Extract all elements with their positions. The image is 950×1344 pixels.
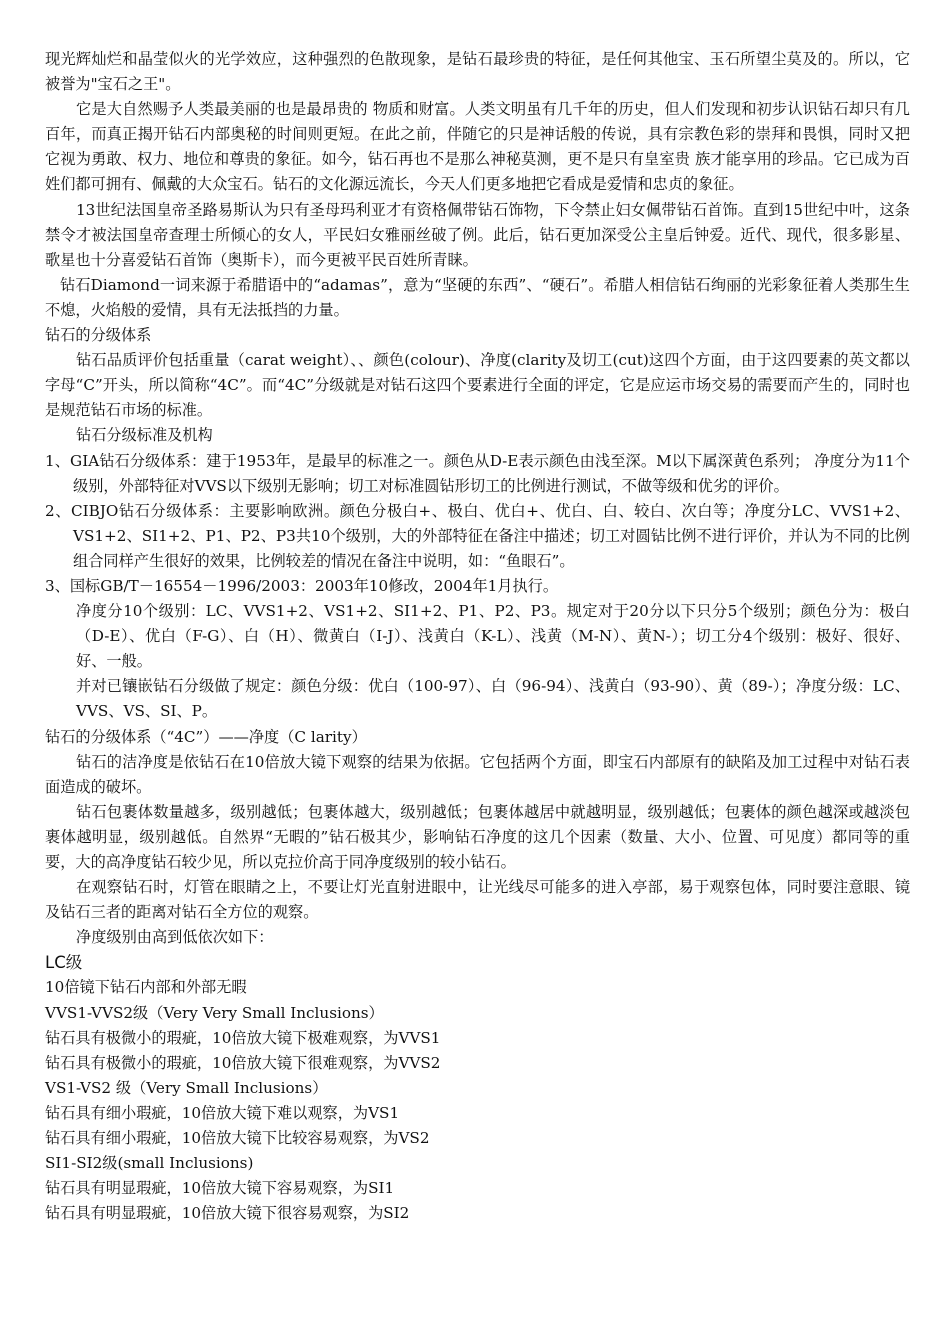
grade-desc-lc: 10倍镜下钻石内部和外部无暇 (45, 978, 247, 997)
paragraph-observation: 在观察钻石时，灯管在眼睛之上，不要让灯光直射进眼中，让光线尽可能多的进入亭部，易于观察包体，同时要注意眼、镜及钻石三者的距离对钻石全方位的观察。 (45, 878, 910, 922)
paragraph-4c-overview: 钻石品质评价包括重量（carat weight）、、颜色(colour)、净度(clarity及切工(cut)这四个方面，由于这四要素的英文都以字母“C”开头，所以简称“4C”。而“4C”分级就是对钻石这四个要素进行全面的评定，它是应运市场交易的需要而产生的，同时也是规范钻石市场的标准。 (45, 351, 910, 420)
heading-grading-system: 钻石的分级体系 (45, 326, 152, 345)
list-item-gia: 1、GIA钻石分级体系：建于1953年，是最早的标准之一。颜色从D-E表示颜色由浅至深。M以下属深黄色系列； 净度分为11个级别，外部特征对VVS以下级别无影响；切工对标准圆钻形切工的比例进行测试，不做等级和优劣的评价。 (45, 451, 910, 495)
paragraph-history: 13世纪法国皇帝圣路易斯认为只有圣母玛利亚才有资格佩带钻石饰物，下令禁止妇女佩带钻石首饰。直到15世纪中叶，这条禁令才被法国皇帝查理士所倾心的女人，平民妇女雅丽丝破了例。此后，钻石更加深受公主皇后钟爱。近代、现代，很多影星、歌星也十分喜爱钻石首饰（奥斯卡），而今更被平民百姓所青睐。 (45, 200, 910, 269)
paragraph-intro-continued: 现光辉灿烂和晶莹似火的光学效应，这种强烈的色散现象，是钻石最珍贵的特征，是任何其他宝、玉石所望尘莫及的。所以，它被誉为"宝石之王"。 (45, 50, 910, 94)
grade-heading-si: SI1-SI2级(small Inclusions) (45, 1154, 254, 1173)
paragraph-nature-gift: 它是大自然赐予人类最美丽的也是最昂贵的 物质和财富。人类文明虽有几千年的历史，但人们发现和初步认识钻石却只有几百年，而真正揭开钻石内部奥秘的时间则更短。在此之前，伴随它的只是神话般的传说，具有宗教色彩的崇拜和畏惧，同时又把它视为勇敢、权力、地位和尊贵的象征。如今，钻石再也不是那么神秘莫测，更不是只有皇室贵 族才能享用的珍品。它已成为百姓们都可拥有、佩戴的大众宝石。钻石的文化源远流长，今天人们更多地把它看成是爱情和忠贞的象征。 (45, 100, 910, 194)
heading-clarity: 钻石的分级体系（“4C”）——净度（C larity） (45, 727, 367, 746)
grade-desc-vvs2: 钻石具有极微小的瑕疵，10倍放大镜下很难观察，为VVS2 (45, 1053, 441, 1072)
grade-desc-vs2: 钻石具有细小瑕疵，10倍放大镜下比较容易观察，为VS2 (45, 1129, 430, 1148)
list-item-cibjo: 2、CIBJO钻石分级体系：主要影响欧洲。颜色分极白+、极白、优白+、优白、白、较白、次白等；净度分LC、VVS1+2、VS1+2、SI1+2、P1、P2、P3共10个级别，大的外部特征在备注中描述；切工对圆钻比例不进行评价，并认为不同的比例组合同样产生很好的效果，比例较差的情况在备注中说明，如：“鱼眼石”。 (45, 501, 910, 570)
grade-desc-vs1: 钻石具有细小瑕疵，10倍放大镜下难以观察，为VS1 (45, 1103, 400, 1122)
grade-desc-si1: 钻石具有明显瑕疵，10倍放大镜下容易观察，为SI1 (45, 1179, 395, 1198)
list-item-national-standard: 3、国标GB/T－16554－1996/2003：2003年10修改，2004年1月执行。 (45, 576, 559, 595)
grade-heading-vs: VS1-VS2 级（Very Small Inclusions） (45, 1078, 328, 1097)
grade-desc-vvs1: 钻石具有极微小的瑕疵，10倍放大镜下极难观察，为VVS1 (45, 1028, 441, 1047)
grade-desc-si2: 钻石具有明显瑕疵，10倍放大镜下很容易观察，为SI2 (45, 1204, 410, 1223)
document-page (45, 47, 910, 1226)
paragraph-mounted-grading: 并对已镶嵌钻石分级做了规定：颜色分级：优白（100-97）、白（96-94）、浅黄白（93-90）、黄（89-）；净度分级：LC、VVS、VS、SI、P。 (76, 677, 910, 721)
paragraph-grade-order: 净度级别由高到低依次如下： (76, 928, 274, 947)
paragraph-etymology: 钻石Diamond一词来源于希腊语中的“adamas”，意为“坚硬的东西”、“硬石”。希腊人相信钻石绚丽的光彩象征着人类那生生不熄，火焰般的爱情，具有无法抵挡的力量。 (45, 275, 910, 319)
paragraph-clarity-grades: 净度分10个级别：LC、VVS1+2、VS1+2、SI1+2、P1、P2、P3。规定对于20分以下只分5个级别；颜色分为：极白（D-E）、优白（F-G）、白（H）、微黄白（I-J）、浅黄白（K-L）、浅黄（M-N）、黄N-）；切工分4个级别：极好、很好、好、一般。 (76, 602, 910, 671)
grade-heading-vvs: VVS1-VVS2级（Very Very Small Inclusions） (45, 1003, 384, 1022)
grade-heading-lc: LC级 (45, 953, 83, 973)
paragraph-clarity-basis: 钻石的洁净度是依钻石在10倍放大镜下观察的结果为依据。它包括两个方面，即宝石内部原有的缺陷及加工过程中对钻石表面造成的破坏。 (45, 752, 910, 796)
paragraph-inclusions: 钻石包裹体数量越多，级别越低；包裹体越大，级别越低；包裹体越居中就越明显，级别越低；包裹体的颜色越深或越淡包裹体越明显，级别越低。自然界“无暇的”钻石极其少，影响钻石净度的这几个因素（数量、大小、位置、可见度）都同等的重要，大的高净度钻石较少见，所以克拉价高于同净度级别的较小钻石。 (45, 802, 910, 871)
heading-standards-institutions: 钻石分级标准及机构 (76, 426, 213, 445)
